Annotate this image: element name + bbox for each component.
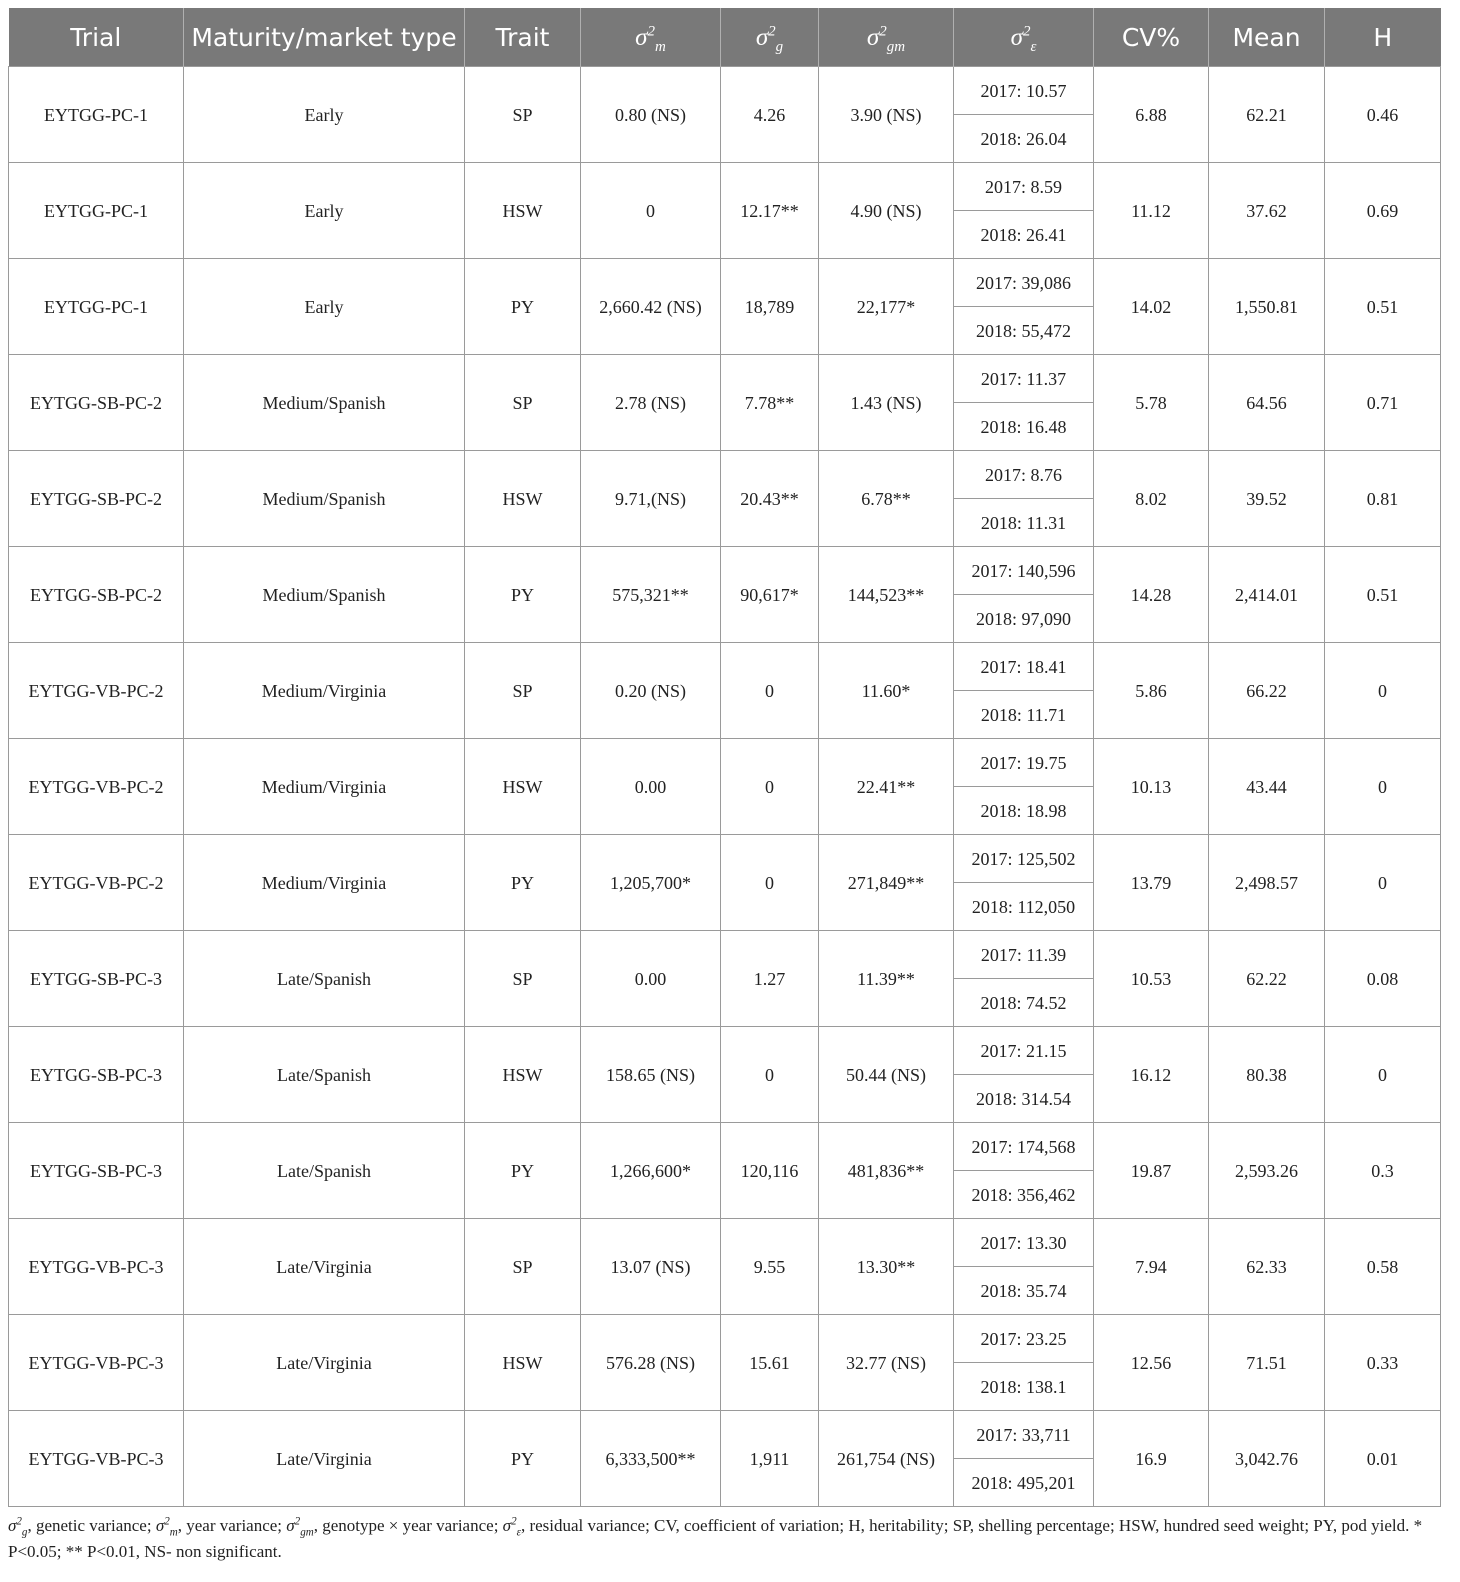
cell-genetic-variance: 15.61 bbox=[721, 1315, 819, 1411]
cell-h: 0 bbox=[1325, 1027, 1441, 1123]
cell-h: 0.33 bbox=[1325, 1315, 1441, 1411]
cell-trait: PY bbox=[465, 1411, 581, 1507]
cell-residual-2018: 2018: 112,050 bbox=[954, 883, 1094, 931]
cell-maturity: Medium/Spanish bbox=[184, 547, 465, 643]
cell-cv: 10.53 bbox=[1094, 931, 1209, 1027]
cell-h: 0.46 bbox=[1325, 67, 1441, 163]
cell-trial: EYTGG-SB-PC-3 bbox=[9, 931, 184, 1027]
cell-maturity: Late/Spanish bbox=[184, 1123, 465, 1219]
cell-cv: 11.12 bbox=[1094, 163, 1209, 259]
cell-year-variance: 576.28 (NS) bbox=[581, 1315, 721, 1411]
header-trial: Trial bbox=[9, 8, 184, 67]
cell-trait: SP bbox=[465, 1219, 581, 1315]
cell-residual-2017: 2017: 8.59 bbox=[954, 163, 1094, 211]
cell-residual-2017: 2017: 174,568 bbox=[954, 1123, 1094, 1171]
cell-mean: 2,414.01 bbox=[1209, 547, 1325, 643]
cell-cv: 13.79 bbox=[1094, 835, 1209, 931]
cell-residual-2017: 2017: 23.25 bbox=[954, 1315, 1094, 1363]
cell-trial: EYTGG-PC-1 bbox=[9, 259, 184, 355]
cell-trial: EYTGG-SB-PC-3 bbox=[9, 1027, 184, 1123]
footnote-gxy: , genotype × year variance; bbox=[313, 1516, 503, 1535]
cell-year-variance: 158.65 (NS) bbox=[581, 1027, 721, 1123]
cell-year-variance: 0.00 bbox=[581, 931, 721, 1027]
cell-cv: 5.86 bbox=[1094, 643, 1209, 739]
header-h: H bbox=[1325, 8, 1441, 67]
header-residual-variance: $\sigma^2_\varepsilon$ bbox=[954, 8, 1094, 67]
header-row bbox=[9, 8, 1441, 67]
cell-year-variance: 0 bbox=[581, 163, 721, 259]
cell-cv: 12.56 bbox=[1094, 1315, 1209, 1411]
cell-genetic-variance: 90,617* bbox=[721, 547, 819, 643]
footnote-genetic: , genetic variance; bbox=[27, 1516, 156, 1535]
cell-cv: 10.13 bbox=[1094, 739, 1209, 835]
table-row bbox=[9, 1411, 1441, 1459]
cell-residual-2017: 2017: 11.39 bbox=[954, 931, 1094, 979]
cell-gxy-variance: 3.90 (NS) bbox=[819, 67, 954, 163]
cell-residual-2017: 2017: 13.30 bbox=[954, 1219, 1094, 1267]
cell-residual-2017: 2017: 10.57 bbox=[954, 67, 1094, 115]
table-row bbox=[9, 355, 1441, 403]
cell-h: 0 bbox=[1325, 643, 1441, 739]
cell-year-variance: 0.80 (NS) bbox=[581, 67, 721, 163]
cell-gxy-variance: 50.44 (NS) bbox=[819, 1027, 954, 1123]
cell-genetic-variance: 0 bbox=[721, 643, 819, 739]
cell-mean: 80.38 bbox=[1209, 1027, 1325, 1123]
cell-year-variance: 0.20 (NS) bbox=[581, 643, 721, 739]
cell-gxy-variance: 13.30** bbox=[819, 1219, 954, 1315]
cell-maturity: Medium/Virginia bbox=[184, 835, 465, 931]
header-trait: Trait bbox=[465, 8, 581, 67]
header-maturity: Maturity/market type bbox=[184, 8, 465, 67]
cell-residual-2018: 2018: 356,462 bbox=[954, 1171, 1094, 1219]
cell-genetic-variance: 0 bbox=[721, 739, 819, 835]
cell-maturity: Medium/Spanish bbox=[184, 355, 465, 451]
cell-mean: 43.44 bbox=[1209, 739, 1325, 835]
cell-cv: 14.02 bbox=[1094, 259, 1209, 355]
cell-trial: EYTGG-VB-PC-2 bbox=[9, 835, 184, 931]
cell-residual-2018: 2018: 97,090 bbox=[954, 595, 1094, 643]
cell-genetic-variance: 0 bbox=[721, 835, 819, 931]
cell-cv: 7.94 bbox=[1094, 1219, 1209, 1315]
cell-trial: EYTGG-VB-PC-3 bbox=[9, 1315, 184, 1411]
table-row bbox=[9, 451, 1441, 499]
cell-maturity: Late/Virginia bbox=[184, 1411, 465, 1507]
cell-genetic-variance: 9.55 bbox=[721, 1219, 819, 1315]
variance-components-table bbox=[8, 8, 1441, 1507]
cell-maturity: Late/Virginia bbox=[184, 1315, 465, 1411]
table-row bbox=[9, 1219, 1441, 1267]
cell-residual-2018: 2018: 18.98 bbox=[954, 787, 1094, 835]
cell-mean: 3,042.76 bbox=[1209, 1411, 1325, 1507]
cell-maturity: Medium/Virginia bbox=[184, 643, 465, 739]
cell-year-variance: 9.71,(NS) bbox=[581, 451, 721, 547]
cell-mean: 66.22 bbox=[1209, 643, 1325, 739]
cell-genetic-variance: 0 bbox=[721, 1027, 819, 1123]
cell-trait: HSW bbox=[465, 1315, 581, 1411]
cell-maturity: Early bbox=[184, 259, 465, 355]
cell-residual-2018: 2018: 26.41 bbox=[954, 211, 1094, 259]
cell-maturity: Late/Virginia bbox=[184, 1219, 465, 1315]
cell-residual-2018: 2018: 74.52 bbox=[954, 979, 1094, 1027]
table-row bbox=[9, 931, 1441, 979]
cell-mean: 2,593.26 bbox=[1209, 1123, 1325, 1219]
cell-gxy-variance: 261,754 (NS) bbox=[819, 1411, 954, 1507]
cell-cv: 8.02 bbox=[1094, 451, 1209, 547]
cell-h: 0.69 bbox=[1325, 163, 1441, 259]
cell-residual-2017: 2017: 18.41 bbox=[954, 643, 1094, 691]
cell-h: 0.01 bbox=[1325, 1411, 1441, 1507]
cell-mean: 62.22 bbox=[1209, 931, 1325, 1027]
cell-maturity: Late/Spanish bbox=[184, 931, 465, 1027]
cell-trial: EYTGG-SB-PC-3 bbox=[9, 1123, 184, 1219]
table-row bbox=[9, 643, 1441, 691]
table-row bbox=[9, 547, 1441, 595]
cell-trait: PY bbox=[465, 1123, 581, 1219]
cell-maturity: Medium/Spanish bbox=[184, 451, 465, 547]
cell-residual-2018: 2018: 495,201 bbox=[954, 1459, 1094, 1507]
table-row bbox=[9, 835, 1441, 883]
cell-gxy-variance: 4.90 (NS) bbox=[819, 163, 954, 259]
cell-residual-2017: 2017: 39,086 bbox=[954, 259, 1094, 307]
cell-trial: EYTGG-SB-PC-2 bbox=[9, 547, 184, 643]
cell-genetic-variance: 20.43** bbox=[721, 451, 819, 547]
table-row bbox=[9, 1027, 1441, 1075]
cell-residual-2017: 2017: 125,502 bbox=[954, 835, 1094, 883]
cell-gxy-variance: 22.41** bbox=[819, 739, 954, 835]
cell-h: 0 bbox=[1325, 739, 1441, 835]
cell-mean: 62.21 bbox=[1209, 67, 1325, 163]
cell-h: 0.51 bbox=[1325, 259, 1441, 355]
cell-cv: 19.87 bbox=[1094, 1123, 1209, 1219]
cell-mean: 39.52 bbox=[1209, 451, 1325, 547]
cell-residual-2018: 2018: 11.71 bbox=[954, 691, 1094, 739]
cell-trial: EYTGG-VB-PC-2 bbox=[9, 643, 184, 739]
cell-mean: 2,498.57 bbox=[1209, 835, 1325, 931]
cell-maturity: Early bbox=[184, 67, 465, 163]
table-row bbox=[9, 67, 1441, 115]
cell-h: 0 bbox=[1325, 835, 1441, 931]
cell-year-variance: 6,333,500** bbox=[581, 1411, 721, 1507]
cell-trait: HSW bbox=[465, 739, 581, 835]
table-container bbox=[8, 8, 1452, 1565]
cell-year-variance: 575,321** bbox=[581, 547, 721, 643]
cell-mean: 1,550.81 bbox=[1209, 259, 1325, 355]
cell-gxy-variance: 22,177* bbox=[819, 259, 954, 355]
cell-year-variance: 0.00 bbox=[581, 739, 721, 835]
cell-gxy-variance: 32.77 (NS) bbox=[819, 1315, 954, 1411]
cell-gxy-variance: 11.60* bbox=[819, 643, 954, 739]
cell-trait: HSW bbox=[465, 451, 581, 547]
cell-trait: PY bbox=[465, 259, 581, 355]
cell-genetic-variance: 1,911 bbox=[721, 1411, 819, 1507]
cell-gxy-variance: 271,849** bbox=[819, 835, 954, 931]
cell-residual-2018: 2018: 16.48 bbox=[954, 403, 1094, 451]
cell-maturity: Early bbox=[184, 163, 465, 259]
cell-year-variance: 1,205,700* bbox=[581, 835, 721, 931]
cell-gxy-variance: 144,523** bbox=[819, 547, 954, 643]
cell-gxy-variance: 11.39** bbox=[819, 931, 954, 1027]
cell-genetic-variance: 1.27 bbox=[721, 931, 819, 1027]
cell-trial: EYTGG-PC-1 bbox=[9, 163, 184, 259]
cell-cv: 16.12 bbox=[1094, 1027, 1209, 1123]
cell-trial: EYTGG-VB-PC-3 bbox=[9, 1411, 184, 1507]
table-row bbox=[9, 739, 1441, 787]
cell-residual-2018: 2018: 11.31 bbox=[954, 499, 1094, 547]
table-row bbox=[9, 163, 1441, 211]
cell-mean: 37.62 bbox=[1209, 163, 1325, 259]
footnote-rest: , residual variance; CV, coefficient of variation; H, heritability; SP, shelling percentage; HSW, hundred seed weight; PY, pod yield. * P<0.05; ** P<0.01, NS- non significant. bbox=[8, 1516, 1423, 1561]
cell-residual-2018: 2018: 35.74 bbox=[954, 1267, 1094, 1315]
cell-maturity: Medium/Virginia bbox=[184, 739, 465, 835]
cell-residual-2018: 2018: 314.54 bbox=[954, 1075, 1094, 1123]
cell-trial: EYTGG-VB-PC-2 bbox=[9, 739, 184, 835]
cell-mean: 71.51 bbox=[1209, 1315, 1325, 1411]
table-footnote: $\sigma^2_g$, genetic variance; $\sigma^2_m$, year variance; $\sigma^2_{gm}$, genotype × year variance; $\sigma^2_\varepsilon$, residual variance; CV, coefficient of variation; H, heritability; SP, shelling percentage; HSW, hundred seed weight; PY, pod yield. * P<0.05; ** P<0.01, NS- non significant. bbox=[8, 1515, 1423, 1561]
header-cv: CV% bbox=[1094, 8, 1209, 67]
header-genetic-variance: $\sigma^2_g$ bbox=[721, 8, 819, 67]
cell-h: 0.51 bbox=[1325, 547, 1441, 643]
cell-trial: EYTGG-VB-PC-3 bbox=[9, 1219, 184, 1315]
footnote-year: , year variance; bbox=[177, 1516, 287, 1535]
cell-residual-2017: 2017: 11.37 bbox=[954, 355, 1094, 403]
cell-trial: EYTGG-SB-PC-2 bbox=[9, 451, 184, 547]
cell-gxy-variance: 481,836** bbox=[819, 1123, 954, 1219]
cell-year-variance: 1,266,600* bbox=[581, 1123, 721, 1219]
table-row bbox=[9, 1123, 1441, 1171]
table-body bbox=[9, 67, 1441, 1507]
cell-year-variance: 2.78 (NS) bbox=[581, 355, 721, 451]
cell-residual-2018: 2018: 26.04 bbox=[954, 115, 1094, 163]
header-gxy-variance: $\sigma^2_{gm}$ bbox=[819, 8, 954, 67]
header-year-variance: $\sigma^2_m$ bbox=[581, 8, 721, 67]
cell-residual-2018: 2018: 138.1 bbox=[954, 1363, 1094, 1411]
cell-h: 0.81 bbox=[1325, 451, 1441, 547]
cell-trait: HSW bbox=[465, 1027, 581, 1123]
cell-trait: SP bbox=[465, 355, 581, 451]
cell-residual-2017: 2017: 33,711 bbox=[954, 1411, 1094, 1459]
cell-gxy-variance: 6.78** bbox=[819, 451, 954, 547]
cell-residual-2017: 2017: 140,596 bbox=[954, 547, 1094, 595]
cell-residual-2018: 2018: 55,472 bbox=[954, 307, 1094, 355]
cell-trait: SP bbox=[465, 643, 581, 739]
cell-cv: 5.78 bbox=[1094, 355, 1209, 451]
table-row bbox=[9, 259, 1441, 307]
cell-h: 0.08 bbox=[1325, 931, 1441, 1027]
cell-genetic-variance: 7.78** bbox=[721, 355, 819, 451]
cell-trait: PY bbox=[465, 835, 581, 931]
cell-trait: HSW bbox=[465, 163, 581, 259]
cell-gxy-variance: 1.43 (NS) bbox=[819, 355, 954, 451]
cell-year-variance: 13.07 (NS) bbox=[581, 1219, 721, 1315]
cell-residual-2017: 2017: 21.15 bbox=[954, 1027, 1094, 1075]
cell-h: 0.3 bbox=[1325, 1123, 1441, 1219]
cell-mean: 62.33 bbox=[1209, 1219, 1325, 1315]
cell-residual-2017: 2017: 8.76 bbox=[954, 451, 1094, 499]
cell-cv: 6.88 bbox=[1094, 67, 1209, 163]
cell-h: 0.58 bbox=[1325, 1219, 1441, 1315]
cell-trial: EYTGG-SB-PC-2 bbox=[9, 355, 184, 451]
cell-mean: 64.56 bbox=[1209, 355, 1325, 451]
cell-trait: SP bbox=[465, 67, 581, 163]
cell-year-variance: 2,660.42 (NS) bbox=[581, 259, 721, 355]
cell-trait: SP bbox=[465, 931, 581, 1027]
cell-genetic-variance: 18,789 bbox=[721, 259, 819, 355]
cell-cv: 16.9 bbox=[1094, 1411, 1209, 1507]
cell-residual-2017: 2017: 19.75 bbox=[954, 739, 1094, 787]
cell-genetic-variance: 120,116 bbox=[721, 1123, 819, 1219]
cell-maturity: Late/Spanish bbox=[184, 1027, 465, 1123]
cell-genetic-variance: 12.17** bbox=[721, 163, 819, 259]
cell-genetic-variance: 4.26 bbox=[721, 67, 819, 163]
cell-trial: EYTGG-PC-1 bbox=[9, 67, 184, 163]
cell-trait: PY bbox=[465, 547, 581, 643]
table-row bbox=[9, 1315, 1441, 1363]
cell-cv: 14.28 bbox=[1094, 547, 1209, 643]
cell-h: 0.71 bbox=[1325, 355, 1441, 451]
header-mean: Mean bbox=[1209, 8, 1325, 67]
